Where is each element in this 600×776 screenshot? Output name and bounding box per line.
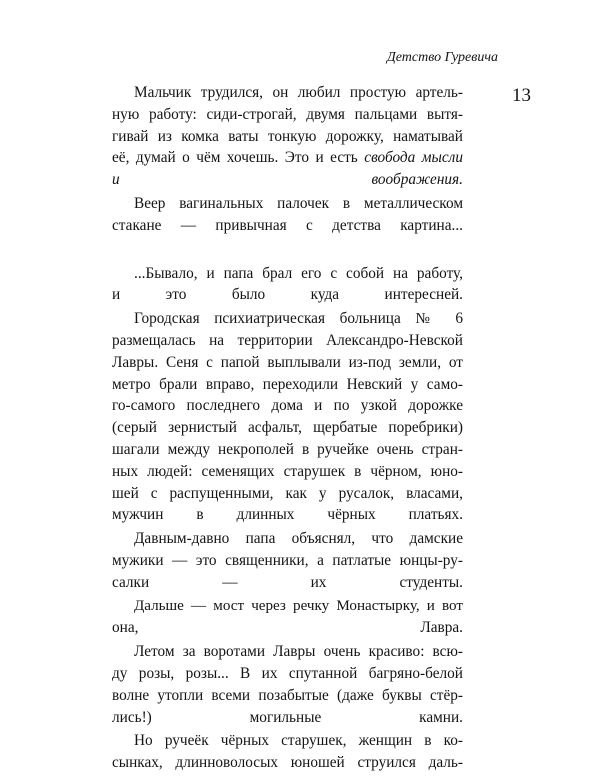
text-line: Городская психиатрическая больница № 6	[134, 310, 463, 328]
paragraph	[112, 730, 463, 774]
text-line: Летом за воротами Лавры очень красиво: всю-	[134, 643, 463, 661]
text-line: волне утопли всеми позабытые (даже буквы стёр-	[112, 686, 463, 704]
text-line: мужики — это священники, а патлатые юнцы-ру-	[112, 551, 463, 569]
body-text	[112, 82, 463, 776]
text-line: стакане — привычная с детства картина...	[112, 216, 463, 234]
text-line: Дальше — мост через речку Монастырку, и вот	[134, 597, 463, 614]
italic-phrase: свобода мысли	[364, 149, 463, 167]
paragraph	[112, 193, 463, 237]
text-line: Мальчик трудился, он любил простую артель-	[134, 84, 463, 101]
text-line: метро брали вправо, переходили Невский у само-	[112, 375, 463, 393]
text-line: размещалась на территории Александро-Невской	[112, 331, 463, 349]
text-line: шей с распущенными, как у русалок, власами,	[112, 484, 463, 502]
text-line: мужчин в длинных чёрных платьях.	[112, 506, 463, 524]
text-line: сынках, длинноволосых юношей струился даль-	[112, 754, 463, 772]
text-line: (серый зернистый асфальт, щербатые поребрики)	[112, 419, 463, 437]
text-line: ...Бывало, и папа брал его с собой на работу,	[134, 264, 463, 282]
italic-line	[112, 169, 463, 191]
text-line: Давным-давно папа объяснял, что дамские	[134, 530, 463, 548]
running-head: Детство Гуревича	[386, 50, 498, 65]
text-line: ную работу: сиди-строгай, двумя пальцами вытя-	[112, 105, 463, 123]
paragraph	[112, 528, 463, 593]
text-line: ных людей: семенящих старушек в чёрном, юно-	[112, 462, 463, 480]
italic-phrase: и воображения.	[112, 171, 463, 189]
section-break	[112, 239, 463, 263]
text-line: гивай из комка ваты тонкую дорожку, наматывай	[112, 127, 463, 145]
page-number: 13	[512, 85, 531, 106]
text-line: Лавры. Сеня с папой выплывали из-под земли, от	[112, 353, 463, 371]
text-line: лись!) могильные камни.	[112, 708, 463, 726]
text-line-with-italic	[112, 147, 463, 169]
paragraph	[112, 641, 463, 728]
text-line: ду розы, розы... В их спутанной багряно-белой	[112, 664, 463, 682]
text-line: салки — их студенты.	[112, 573, 463, 591]
paragraph	[112, 82, 463, 191]
text-segment: её, думай о чём хочешь. Это и есть	[112, 149, 365, 167]
text-line: Веер вагинальных палочек в металлическом	[134, 194, 463, 212]
text-line: Но ручеёк чёрных старушек, женщин в ко-	[134, 732, 463, 750]
paragraph	[112, 596, 463, 640]
text-line: и это было куда интересней.	[112, 286, 463, 304]
paragraph	[112, 263, 463, 307]
text-line: шагали между некрополей в ручейке очень стран-	[112, 440, 463, 458]
text-line: го-самого последнего дома и по узкой дорожке	[112, 397, 463, 415]
paragraph	[112, 308, 463, 526]
text-line: она, Лавра.	[112, 619, 463, 637]
